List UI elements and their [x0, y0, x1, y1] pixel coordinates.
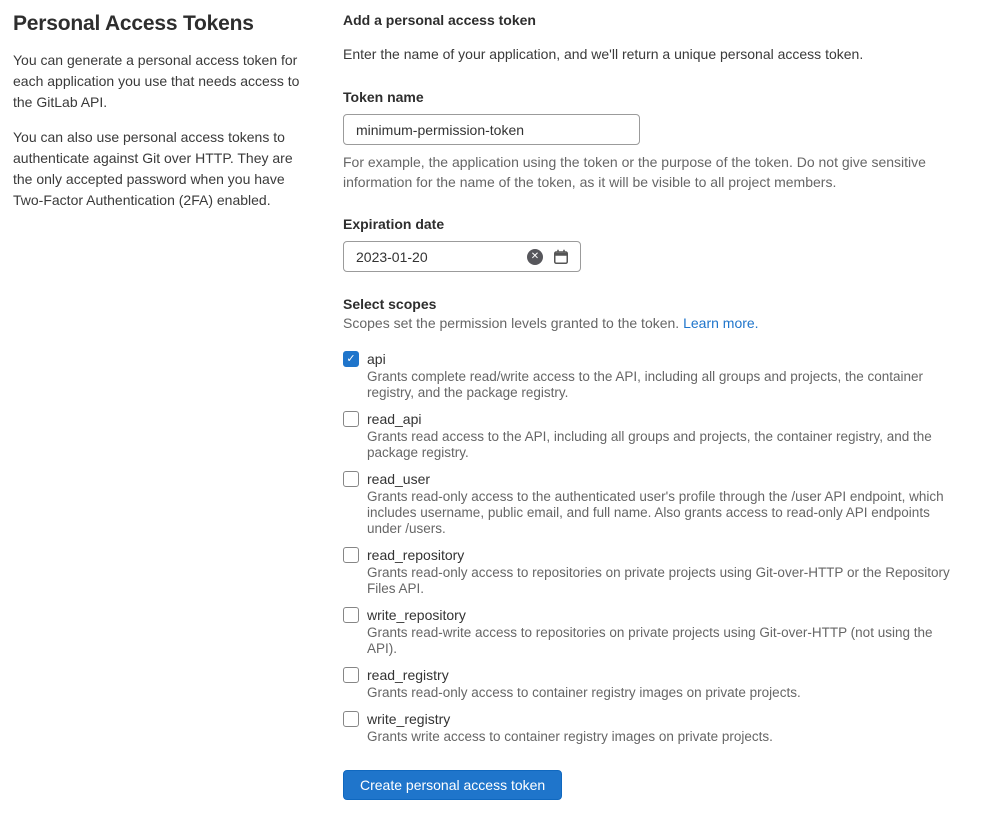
- scope-checkbox[interactable]: [343, 607, 359, 623]
- scope-description: Grants read-write access to repositories on private projects using Git-over-HTTP (not using the API).: [367, 625, 933, 656]
- calendar-icon[interactable]: [553, 249, 569, 265]
- scope-row: [343, 469, 962, 537]
- form-heading: Add a personal access token: [343, 12, 536, 28]
- expiration-date-group: [343, 216, 962, 272]
- scope-label[interactable]: read_api: [367, 411, 422, 427]
- scope-checkbox[interactable]: [343, 667, 359, 683]
- form-description: Enter the name of your application, and we'll return a unique personal access token.: [343, 46, 864, 62]
- scope-body: [367, 545, 962, 597]
- intro-paragraph-1: You can generate a personal access token for each application you use that needs access to the GitLab API.: [13, 52, 300, 110]
- scope-description: Grants write access to container registry images on private projects.: [367, 729, 773, 744]
- scopes-help-text: [343, 313, 962, 333]
- scope-description: Grants read-only access to container registry images on private projects.: [367, 685, 801, 700]
- scope-row: [343, 545, 962, 597]
- select-scopes-label: Select scopes: [343, 296, 437, 312]
- scope-checkbox[interactable]: [343, 471, 359, 487]
- scope-description: Grants read access to the API, including all groups and projects, the container registry, and the package registry.: [367, 429, 932, 460]
- scope-row: [343, 665, 962, 701]
- scope-label[interactable]: write_registry: [367, 711, 451, 727]
- scopes-help-sentence: Scopes set the permission levels granted to the token.: [343, 315, 680, 331]
- scope-label[interactable]: read_registry: [367, 667, 449, 683]
- scope-row: [343, 349, 962, 401]
- scope-label[interactable]: read_repository: [367, 547, 465, 563]
- page-title: Personal Access Tokens: [13, 12, 254, 35]
- create-token-button[interactable]: Create personal access token: [343, 770, 562, 800]
- scope-body: [367, 409, 962, 461]
- intro-paragraph-2: You can also use personal access tokens to authenticate against Git over HTTP. They are the only accepted password when you have Two-Factor Authentication (2FA) enabled.: [13, 129, 293, 208]
- scope-checkbox[interactable]: [343, 411, 359, 427]
- expiration-date-input[interactable]: [343, 241, 581, 272]
- scope-label[interactable]: api: [367, 351, 386, 367]
- scope-description: Grants read-only access to repositories on private projects using Git-over-HTTP or the Repository Files API.: [367, 565, 950, 596]
- scope-body: [367, 709, 773, 745]
- scope-body: [367, 665, 801, 701]
- scope-checkbox[interactable]: [343, 547, 359, 563]
- scope-body: [367, 349, 962, 401]
- settings-description-column: [13, 12, 315, 225]
- clear-date-icon[interactable]: ✕: [527, 249, 543, 265]
- scope-checkbox[interactable]: [343, 711, 359, 727]
- select-scopes-group: [343, 296, 962, 745]
- scope-description: Grants complete read/write access to the API, including all groups and projects, the container registry, and the package registry.: [367, 369, 924, 400]
- scope-description: Grants read-only access to the authenticated user's profile through the /user API endpoint, which includes username, public email, and full name. Also grants access to read-only API endpoints under /users.: [367, 489, 944, 536]
- expiration-date-label: Expiration date: [343, 216, 445, 232]
- token-name-input[interactable]: [343, 114, 640, 145]
- token-name-group: [343, 89, 962, 192]
- add-token-form: [343, 12, 962, 800]
- scope-body: [367, 605, 962, 657]
- scope-row: [343, 709, 962, 745]
- scope-label[interactable]: read_user: [367, 471, 431, 487]
- expiration-date-field: [343, 241, 581, 272]
- token-name-label: Token name: [343, 89, 424, 105]
- scope-body: [367, 469, 962, 537]
- scope-checkbox[interactable]: [343, 351, 359, 367]
- scope-list: [343, 349, 962, 745]
- scope-row: [343, 605, 962, 657]
- scope-row: [343, 409, 962, 461]
- learn-more-link[interactable]: Learn more.: [683, 315, 759, 331]
- token-name-help: For example, the application using the token or the purpose of the token. Do not give sensitive information for the name of the token, as it will be visible to all project members.: [343, 154, 926, 190]
- scope-label[interactable]: write_repository: [367, 607, 466, 623]
